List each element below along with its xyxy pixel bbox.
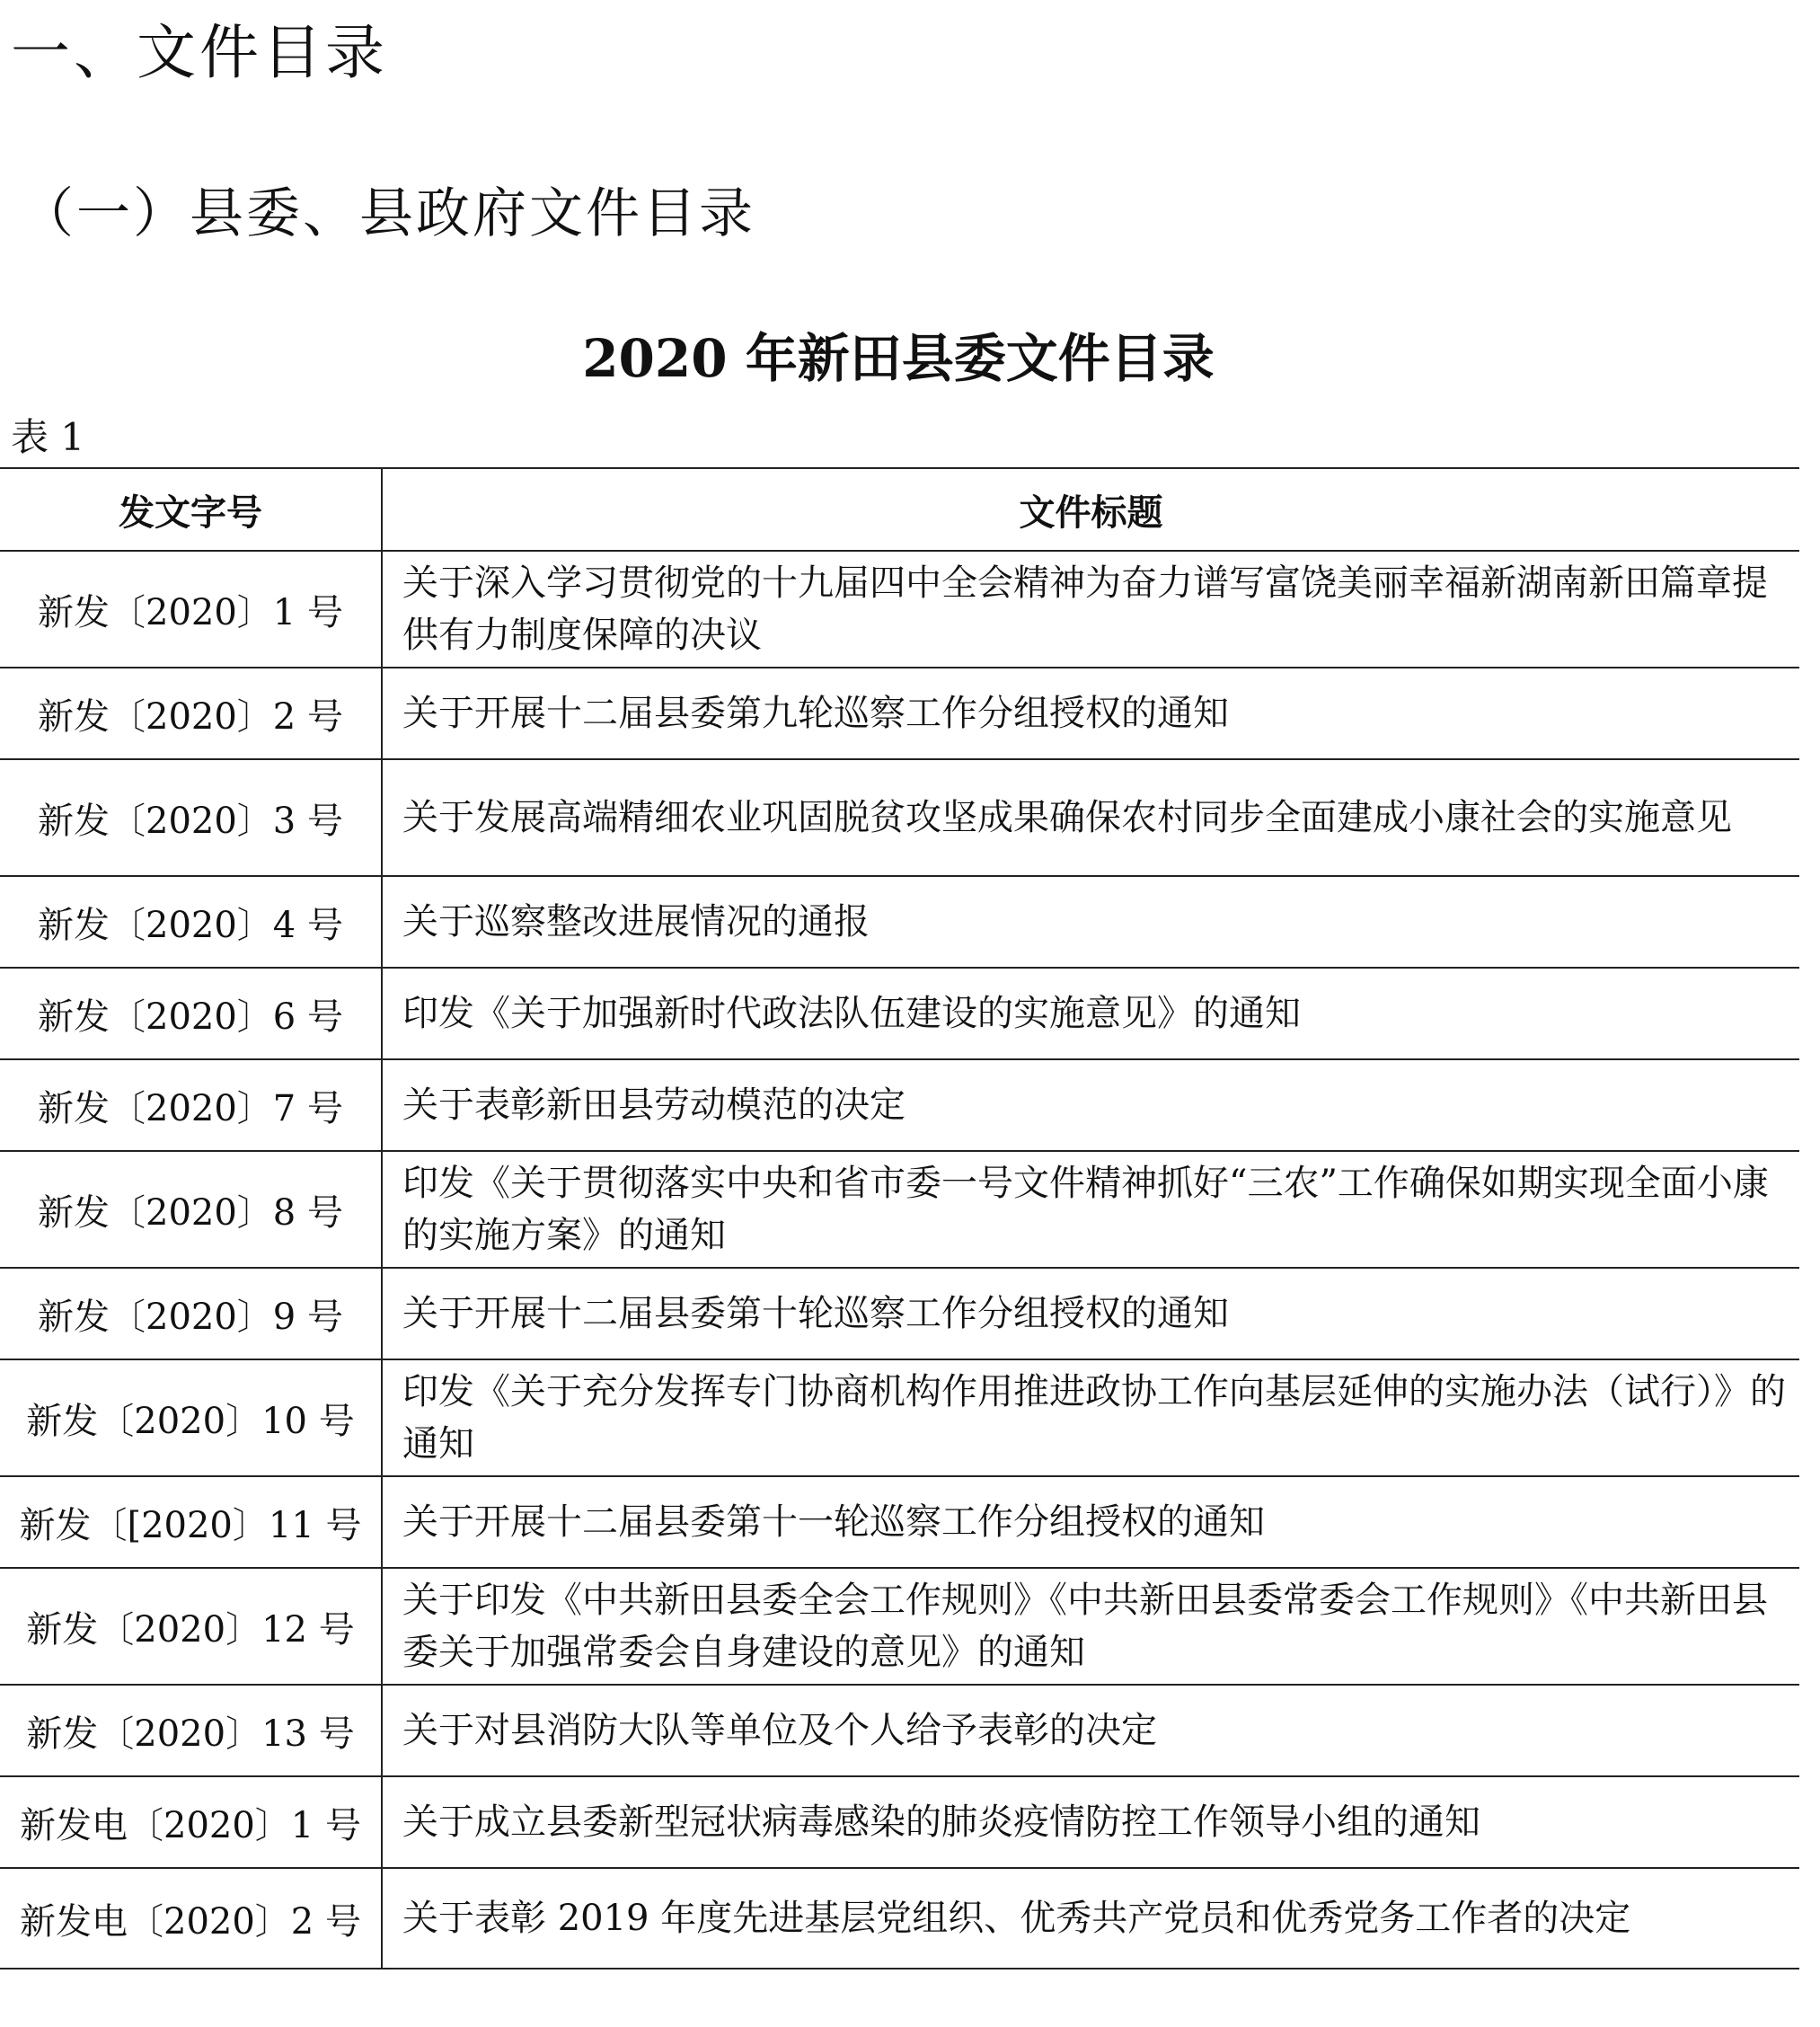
- document-title-cell: 关于印发《中共新田县委全会工作规则》《中共新田县委常委会工作规则》《中共新田县委关于加强常委会自身建设的意见》的通知: [382, 1568, 1799, 1685]
- document-number: 新发〔2020〕13 号: [0, 1685, 382, 1776]
- table-row: [0, 1868, 1799, 1969]
- table-row: [0, 1685, 1799, 1776]
- document-title-cell: 关于发展高端精细农业巩固脱贫攻坚成果确保农村同步全面建成小康社会的实施意见: [382, 759, 1799, 876]
- document-title-cell: 关于表彰 2019 年度先进基层党组织、优秀共产党员和优秀党务工作者的决定: [382, 1868, 1799, 1969]
- document-number: 新发〔2020〕6 号: [0, 968, 382, 1059]
- document-title-cell: 关于开展十二届县委第十一轮巡察工作分组授权的通知: [382, 1476, 1799, 1568]
- document-number: 新发〔2020〕2 号: [0, 668, 382, 759]
- document-title-cell: 关于成立县委新型冠状病毒感染的肺炎疫情防控工作领导小组的通知: [382, 1776, 1799, 1868]
- table-label: 表 1: [11, 415, 85, 459]
- document-number: 新发电〔2020〕1 号: [0, 1776, 382, 1868]
- table-row: [0, 759, 1799, 876]
- document-title-cell: 关于对县消防大队等单位及个人给予表彰的决定: [382, 1685, 1799, 1776]
- table-header-row: [0, 468, 1799, 551]
- document-number: 新发〔2020〕8 号: [0, 1151, 382, 1268]
- table-row: [0, 1476, 1799, 1568]
- document-number: 新发〔2020〕12 号: [0, 1568, 382, 1685]
- document-title-cell: 关于深入学习贯彻党的十九届四中全会精神为奋力谱写富饶美丽幸福新湖南新田篇章提供有力制度保障的决议: [382, 551, 1799, 668]
- document-number: 新发电〔2020〕2 号: [0, 1868, 382, 1969]
- document-title-cell: 关于巡察整改进展情况的通报: [382, 876, 1799, 968]
- table-row: [0, 1568, 1799, 1685]
- document-catalog-table: [0, 467, 1799, 1969]
- column-header-number: 发文字号: [0, 468, 382, 551]
- subsection-heading: （一）县委、县政府文件目录: [20, 182, 755, 245]
- table-row: [0, 1776, 1799, 1868]
- table-row: [0, 551, 1799, 668]
- document-title-cell: 关于开展十二届县委第九轮巡察工作分组授权的通知: [382, 668, 1799, 759]
- document-title-cell: 印发《关于加强新时代政法队伍建设的实施意见》的通知: [382, 968, 1799, 1059]
- document-title-cell: 关于表彰新田县劳动模范的决定: [382, 1059, 1799, 1151]
- document-title: 2020 年新田县委文件目录: [582, 328, 1215, 389]
- column-header-title: 文件标题: [382, 468, 1799, 551]
- document-number: 新发〔2020〕9 号: [0, 1268, 382, 1359]
- document-title-cell: 印发《关于充分发挥专门协商机构作用推进政协工作向基层延伸的实施办法（试行）》的通知: [382, 1359, 1799, 1476]
- table-row: [0, 876, 1799, 968]
- table-row: [0, 1059, 1799, 1151]
- table-row: [0, 968, 1799, 1059]
- document-number: 新发〔2020〕4 号: [0, 876, 382, 968]
- section-heading: 一、文件目录: [11, 18, 388, 87]
- table-row: [0, 1151, 1799, 1268]
- document-number: 新发〔2020〕1 号: [0, 551, 382, 668]
- document-number: 新发〔2020〕7 号: [0, 1059, 382, 1151]
- document-number: 新发〔[2020〕11 号: [0, 1476, 382, 1568]
- table-row: [0, 668, 1799, 759]
- document-title-cell: 关于开展十二届县委第十轮巡察工作分组授权的通知: [382, 1268, 1799, 1359]
- document-number: 新发〔2020〕3 号: [0, 759, 382, 876]
- document-number: 新发〔2020〕10 号: [0, 1359, 382, 1476]
- table-row: [0, 1359, 1799, 1476]
- document-title-cell: 印发《关于贯彻落实中央和省市委一号文件精神抓好“三农”工作确保如期实现全面小康的实施方案》的通知: [382, 1151, 1799, 1268]
- table-row: [0, 1268, 1799, 1359]
